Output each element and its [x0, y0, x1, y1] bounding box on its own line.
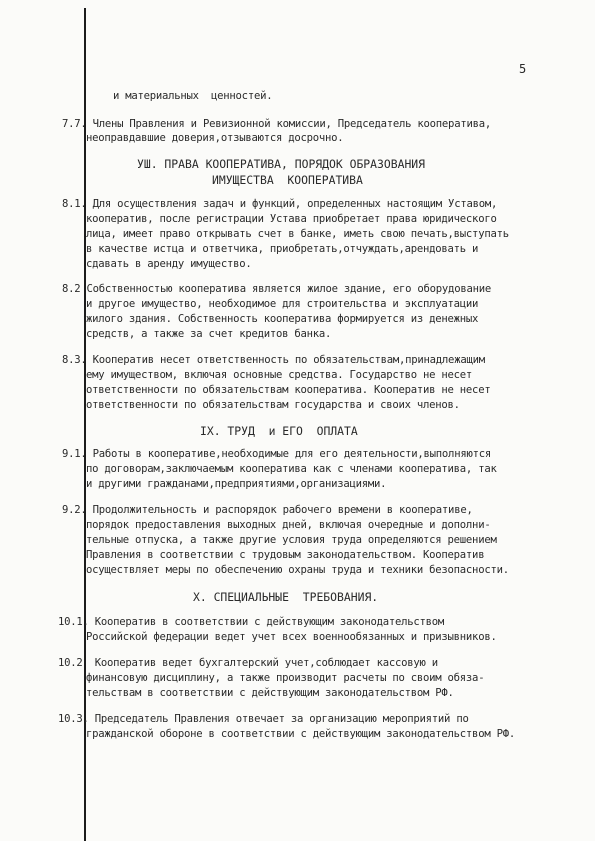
- text-line: ответственности по обязательствам государства и своих членов.: [86, 399, 460, 411]
- text-line: 9.2. Продолжительность и распорядок рабочего времени в кооперативе,: [62, 504, 473, 516]
- text-line: и другими гражданами,предприятиями,организациями.: [86, 478, 387, 490]
- text-line: 9.1. Работы в кооперативе,необходимые для его деятельности,выполняются: [62, 448, 491, 460]
- text-line: жилого здания. Собственность кооператива формируется из денежных: [86, 313, 479, 325]
- text-line: сдавать в аренду имущество.: [86, 258, 252, 270]
- text-line: тельствам в соответствии с действующим законодательством РФ.: [86, 687, 454, 699]
- text-line: ему имуществом, включая основные средства. Государство не несет: [86, 369, 473, 381]
- text-line: тельные отпуска, а также другие условия труда определяются решением: [86, 534, 497, 546]
- text-line: Правления в соответствии с трудовым законодательством. Кооператив: [86, 549, 485, 561]
- page-number: 5: [519, 62, 526, 76]
- text-line: 10.1. Кооператив в соответствии с действующим законодательством: [58, 616, 445, 628]
- text-line: финансовую дисциплину, а также производит расчеты по своим обяза-: [86, 672, 485, 684]
- section-heading: УШ. ПРАВА КООПЕРАТИВА, ПОРЯДОК ОБРАЗОВАНИЯ: [137, 157, 426, 171]
- text-line: и материальных ценностей.: [113, 90, 273, 102]
- text-line: по договорам,заключаемым кооператива как с членами кооператива, так: [86, 463, 497, 475]
- text-line: 8.3. Кооператив несет ответственность по обязательствам,принадлежащим: [62, 354, 485, 366]
- section-heading: Х. СПЕЦИАЛЬНЫЕ ТРЕБОВАНИЯ.: [193, 590, 379, 604]
- text-line: порядок предоставления выходных дней, включая очередные и дополни-: [86, 519, 491, 531]
- text-line: средств, а также за счет кредитов банка.: [86, 328, 332, 340]
- text-line: 8.1. Для осуществления задач и функций, определенных настоящим Уставом,: [62, 198, 498, 210]
- text-line: в качестве истца и ответчика, приобретать,отчуждать,арендовать и: [86, 243, 479, 255]
- text-line: ответственности по обязательствам кооператива. Кооператив не несет: [86, 384, 491, 396]
- text-line: лица, имеет право открывать счет в банке, иметь свою печать,выступать: [86, 228, 509, 240]
- text-line: 7.7. Члены Правления и Ревизионной комиссии, Председатель кооператива,: [62, 118, 491, 130]
- text-line: кооператив, после регистрации Устава приобретает права юридического: [86, 213, 497, 225]
- section-heading: IX. ТРУД и ЕГО ОПЛАТА: [200, 424, 358, 438]
- text-line: и другое имущество, необходимое для строительства и эксплуатации: [86, 298, 479, 310]
- text-line: 10.2 Кооператив ведет бухгалтерский учет,соблюдает кассовую и: [58, 657, 438, 669]
- text-line: неоправдавшие доверия,отзываются досрочно.: [86, 132, 344, 144]
- text-line: гражданской обороне в соответствии с действующим законодательством РФ.: [86, 728, 515, 740]
- text-line: 8.2 Собственностью кооператива является жилое здание, его оборудование: [62, 283, 491, 295]
- text-line: Российской федерации ведет учет всех военнообязанных и призывников.: [86, 631, 497, 643]
- text-line: 10.3. Председатель Правления отвечает за организацию мероприятий по: [58, 713, 469, 725]
- text-line: осуществляет меры по обеспечению охраны труда и техники безопасности.: [86, 564, 509, 576]
- section-heading: ИМУЩЕСТВА КООПЕРАТИВА: [212, 173, 363, 187]
